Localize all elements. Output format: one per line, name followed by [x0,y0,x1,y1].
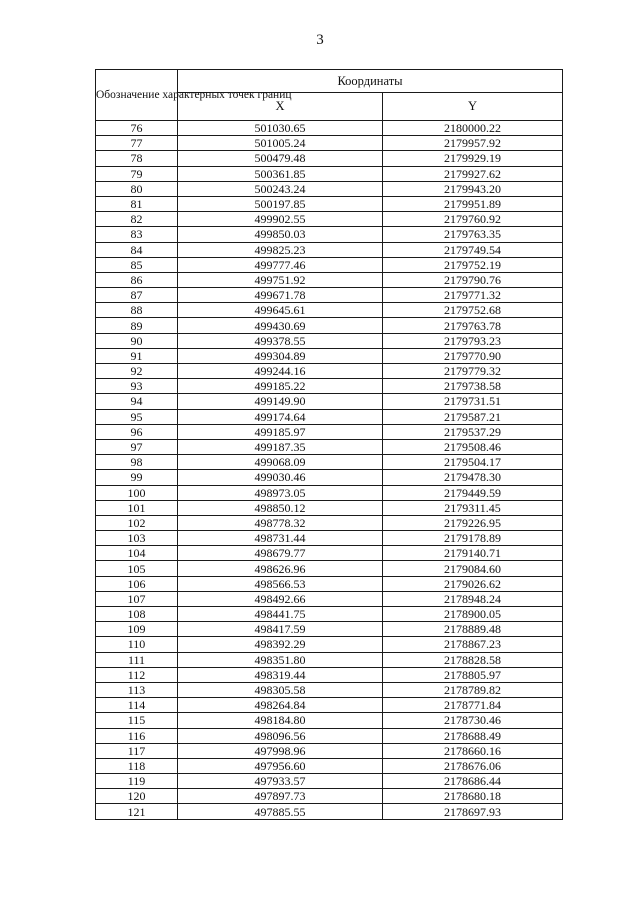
table-row [96,303,563,318]
point-number-cell: 105 [96,561,178,576]
x-coordinate-cell: 499430.69 [178,318,383,333]
x-coordinate-cell: 500243.24 [178,181,383,196]
y-coordinate-cell: 2179587.21 [383,409,563,424]
page-number: 3 [316,32,324,48]
x-coordinate-cell: 498417.59 [178,622,383,637]
table-row [96,713,563,728]
x-coordinate-cell: 499187.35 [178,439,383,454]
point-number-cell: 112 [96,667,178,682]
y-coordinate-cell: 2179449.59 [383,485,563,500]
x-coordinate-cell: 498096.56 [178,728,383,743]
y-coordinate-cell: 2179178.89 [383,531,563,546]
x-coordinate-cell: 500197.85 [178,196,383,211]
point-number-cell: 88 [96,303,178,318]
table-row [96,196,563,211]
table-row [96,166,563,181]
table-row [96,758,563,773]
y-coordinate-cell: 2179226.95 [383,515,563,530]
x-coordinate-cell: 499825.23 [178,242,383,257]
table-row [96,515,563,530]
y-coordinate-cell: 2179770.90 [383,348,563,363]
x-coordinate-cell: 499902.55 [178,212,383,227]
point-number-cell: 94 [96,394,178,409]
point-number-cell: 91 [96,348,178,363]
y-coordinate-cell: 2179026.62 [383,576,563,591]
x-coordinate-cell: 498566.53 [178,576,383,591]
point-number-cell: 117 [96,743,178,758]
table-row [96,652,563,667]
x-coordinate-cell: 498184.80 [178,713,383,728]
point-number-cell: 114 [96,698,178,713]
header-coordinates: Координаты [178,70,563,93]
x-coordinate-cell: 500361.85 [178,166,383,181]
x-coordinate-cell: 499174.64 [178,409,383,424]
y-coordinate-cell: 2178686.44 [383,774,563,789]
table-row [96,227,563,242]
point-number-cell: 121 [96,804,178,819]
table-row [96,607,563,622]
y-coordinate-cell: 2178676.06 [383,758,563,773]
table-row [96,637,563,652]
x-coordinate-cell: 497933.57 [178,774,383,789]
table-row [96,379,563,394]
point-number-cell: 92 [96,364,178,379]
x-coordinate-cell: 499645.61 [178,303,383,318]
point-number-cell: 76 [96,121,178,136]
table-row [96,364,563,379]
point-number-cell: 101 [96,500,178,515]
point-number-cell: 113 [96,682,178,697]
table-row [96,242,563,257]
point-number-cell: 115 [96,713,178,728]
x-coordinate-cell: 501030.65 [178,121,383,136]
table-row [96,591,563,606]
y-coordinate-cell: 2179929.19 [383,151,563,166]
table-row [96,622,563,637]
point-number-cell: 83 [96,227,178,242]
x-coordinate-cell: 498778.32 [178,515,383,530]
x-coordinate-cell: 497885.55 [178,804,383,819]
y-coordinate-cell: 2178730.46 [383,713,563,728]
x-coordinate-cell: 499030.46 [178,470,383,485]
y-coordinate-cell: 2178660.16 [383,743,563,758]
x-coordinate-cell: 498850.12 [178,500,383,515]
point-number-cell: 95 [96,409,178,424]
point-number-cell: 103 [96,531,178,546]
point-number-cell: 102 [96,515,178,530]
x-coordinate-cell: 498305.58 [178,682,383,697]
header-point-designation: Обозначение характерных точек границ [96,70,178,121]
y-coordinate-cell: 2178680.18 [383,789,563,804]
point-number-cell: 110 [96,637,178,652]
x-coordinate-cell: 498319.44 [178,667,383,682]
x-coordinate-cell: 499244.16 [178,364,383,379]
point-number-cell: 120 [96,789,178,804]
x-coordinate-cell: 499185.97 [178,424,383,439]
y-coordinate-cell: 2178889.48 [383,622,563,637]
x-coordinate-cell: 498264.84 [178,698,383,713]
x-coordinate-cell: 499777.46 [178,257,383,272]
y-coordinate-cell: 2179508.46 [383,439,563,454]
table-row [96,439,563,454]
header-x: X [178,93,383,121]
point-number-cell: 84 [96,242,178,257]
table-row [96,181,563,196]
y-coordinate-cell: 2179504.17 [383,455,563,470]
point-number-cell: 87 [96,288,178,303]
coordinates-table [95,69,563,820]
point-number-cell: 100 [96,485,178,500]
y-coordinate-cell: 2179793.23 [383,333,563,348]
y-coordinate-cell: 2178688.49 [383,728,563,743]
x-coordinate-cell: 498679.77 [178,546,383,561]
point-number-cell: 80 [96,181,178,196]
point-number-cell: 118 [96,758,178,773]
table-row [96,667,563,682]
x-coordinate-cell: 499850.03 [178,227,383,242]
y-coordinate-cell: 2178948.24 [383,591,563,606]
table-row [96,698,563,713]
point-number-cell: 79 [96,166,178,181]
table-body [96,121,563,820]
x-coordinate-cell: 497897.73 [178,789,383,804]
x-coordinate-cell: 499185.22 [178,379,383,394]
table-row [96,257,563,272]
y-coordinate-cell: 2179927.62 [383,166,563,181]
x-coordinate-cell: 499149.90 [178,394,383,409]
x-coordinate-cell: 497956.60 [178,758,383,773]
table-row [96,576,563,591]
y-coordinate-cell: 2178900.05 [383,607,563,622]
point-number-cell: 104 [96,546,178,561]
x-coordinate-cell: 499671.78 [178,288,383,303]
table-row [96,151,563,166]
point-number-cell: 108 [96,607,178,622]
y-coordinate-cell: 2179779.32 [383,364,563,379]
x-coordinate-cell: 498441.75 [178,607,383,622]
x-coordinate-cell: 498731.44 [178,531,383,546]
y-coordinate-cell: 2180000.22 [383,121,563,136]
point-number-cell: 86 [96,272,178,287]
table-row [96,774,563,789]
x-coordinate-cell: 500479.48 [178,151,383,166]
x-coordinate-cell: 498351.80 [178,652,383,667]
point-number-cell: 93 [96,379,178,394]
table-row [96,272,563,287]
table-row [96,743,563,758]
y-coordinate-cell: 2179749.54 [383,242,563,257]
y-coordinate-cell: 2179738.58 [383,379,563,394]
table-row [96,136,563,151]
y-coordinate-cell: 2179311.45 [383,500,563,515]
point-number-cell: 85 [96,257,178,272]
table-row [96,682,563,697]
point-number-cell: 111 [96,652,178,667]
table-row [96,789,563,804]
table-header [96,70,563,121]
y-coordinate-cell: 2179537.29 [383,424,563,439]
table-row [96,333,563,348]
point-number-cell: 106 [96,576,178,591]
y-coordinate-cell: 2179752.68 [383,303,563,318]
y-coordinate-cell: 2178867.23 [383,637,563,652]
x-coordinate-cell: 499378.55 [178,333,383,348]
table-row [96,394,563,409]
y-coordinate-cell: 2179731.51 [383,394,563,409]
point-number-cell: 116 [96,728,178,743]
table-row [96,121,563,136]
table-row [96,455,563,470]
y-coordinate-cell: 2179957.92 [383,136,563,151]
y-coordinate-cell: 2179763.35 [383,227,563,242]
x-coordinate-cell: 501005.24 [178,136,383,151]
table-row [96,348,563,363]
y-coordinate-cell: 2178771.84 [383,698,563,713]
table-row [96,212,563,227]
point-number-cell: 109 [96,622,178,637]
y-coordinate-cell: 2179763.78 [383,318,563,333]
x-coordinate-cell: 497998.96 [178,743,383,758]
table-row [96,804,563,819]
point-number-cell: 77 [96,136,178,151]
point-number-cell: 119 [96,774,178,789]
x-coordinate-cell: 498973.05 [178,485,383,500]
table-row [96,409,563,424]
point-number-cell: 81 [96,196,178,211]
table-row [96,470,563,485]
y-coordinate-cell: 2179760.92 [383,212,563,227]
point-number-cell: 98 [96,455,178,470]
y-coordinate-cell: 2179084.60 [383,561,563,576]
y-coordinate-cell: 2178789.82 [383,682,563,697]
table-row [96,288,563,303]
table-row [96,500,563,515]
table-row [96,531,563,546]
table-row [96,728,563,743]
table-row [96,424,563,439]
y-coordinate-cell: 2179771.32 [383,288,563,303]
point-number-cell: 78 [96,151,178,166]
y-coordinate-cell: 2179140.71 [383,546,563,561]
y-coordinate-cell: 2178828.58 [383,652,563,667]
y-coordinate-cell: 2178805.97 [383,667,563,682]
x-coordinate-cell: 499068.09 [178,455,383,470]
point-number-cell: 96 [96,424,178,439]
point-number-cell: 82 [96,212,178,227]
y-coordinate-cell: 2179790.76 [383,272,563,287]
table-row [96,546,563,561]
point-number-cell: 97 [96,439,178,454]
y-coordinate-cell: 2179478.30 [383,470,563,485]
x-coordinate-cell: 498626.96 [178,561,383,576]
table-row [96,485,563,500]
y-coordinate-cell: 2179752.19 [383,257,563,272]
x-coordinate-cell: 499304.89 [178,348,383,363]
x-coordinate-cell: 499751.92 [178,272,383,287]
y-coordinate-cell: 2179951.89 [383,196,563,211]
y-coordinate-cell: 2178697.93 [383,804,563,819]
table-row [96,318,563,333]
point-number-cell: 90 [96,333,178,348]
point-number-cell: 89 [96,318,178,333]
table-row [96,561,563,576]
y-coordinate-cell: 2179943.20 [383,181,563,196]
x-coordinate-cell: 498392.29 [178,637,383,652]
x-coordinate-cell: 498492.66 [178,591,383,606]
point-number-cell: 107 [96,591,178,606]
header-y: Y [383,93,563,121]
point-number-cell: 99 [96,470,178,485]
